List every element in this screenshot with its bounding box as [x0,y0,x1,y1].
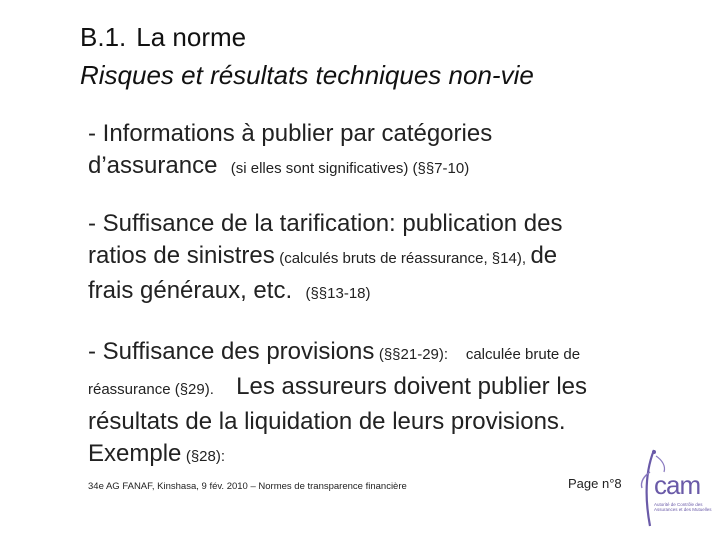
bullet-2-line-1: - Suffisance de la tarification: publication des [88,210,563,237]
bullet-2-line-2: ratios de sinistres [88,242,275,269]
bullet-3-line-2: Les assureurs doivent publier les [236,373,587,400]
bullet-1-note: (si elles sont significatives) (§§7-10) [230,160,470,177]
bullet-3-note-1: (§§21-29): [378,346,449,363]
slide-subtitle: Risques et résultats techniques non-vie [80,60,534,90]
bullet-3-line-3: résultats de la liquidation de leurs provisions. [88,408,566,435]
bullet-3-line-1: - Suffisance des provisions [88,338,375,365]
logo-caption: Autorité de Contrôle des Assurances et des Mutuelles [654,502,712,512]
bullet-1 [88,118,704,185]
bullet-2-line-3: frais généraux, etc. [88,277,293,304]
bullet-3-note-3: réassurance (§29). [88,381,214,398]
bullet-3-note-2: calculée brute de [465,346,581,363]
logo-wordmark: cam [654,470,701,500]
bullet-2-line-2-tail: de [530,242,558,269]
section-number: B.1. [80,22,127,52]
bullet-2 [88,208,704,310]
bullet-2-note-2: (§§13-18) [305,285,371,302]
bullet-1-line-1: - Informations à publier par catégories [88,120,493,147]
bullet-3 [88,336,704,473]
footer-text: 34e AG FANAF, Kinshasa, 9 fév. 2010 – Normes de transparence financière [88,481,407,492]
bullet-3-line-4: Exemple [88,440,182,467]
bullet-1-line-2: d’assurance [88,152,218,179]
slide-title [80,20,246,54]
section-heading: La norme [136,22,247,52]
page-number: Page n°8 [568,476,622,491]
bullet-3-note-4: (§28): [185,448,226,465]
bullet-2-note-1: (calculés bruts de réassurance, §14), [279,250,526,267]
